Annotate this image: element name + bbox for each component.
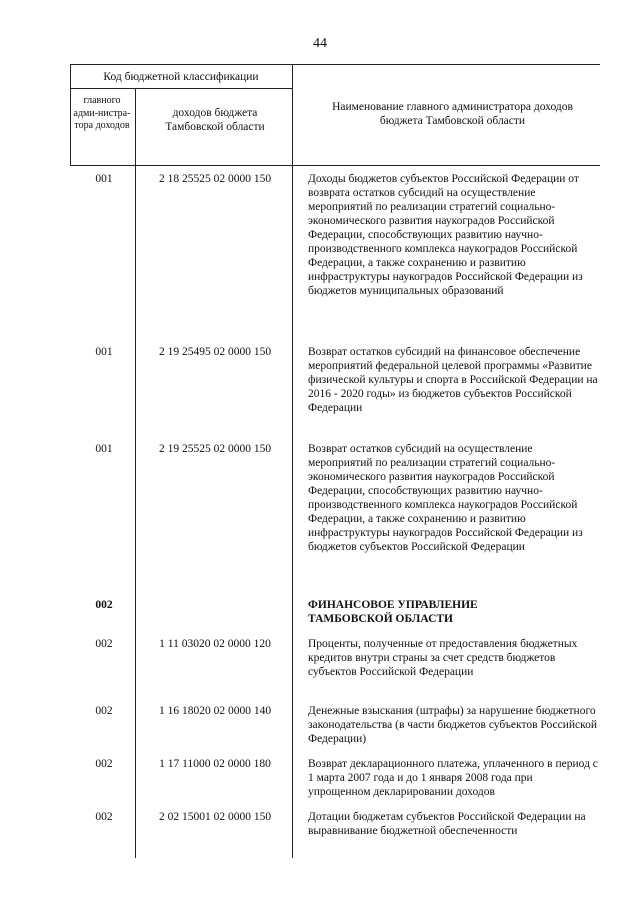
admin-code: 002	[95, 811, 113, 823]
name-column-header: Наименование главного администратора доходов бюджета Тамбовской области	[332, 101, 573, 127]
budget-code: 1 11 03020 02 0000 120	[159, 638, 271, 650]
budget-code: 1 16 18020 02 0000 140	[158, 705, 272, 717]
row-description: Возврат остатков субсидий на финансовое обеспечение мероприятий федеральной целевой программы «Развитие физической культуры и спорта в Российской Федерации на 2016 - 2020 годы» из бюджетов субъектов Российской Федерации	[308, 346, 598, 414]
table-top-border	[70, 64, 600, 65]
admin-code: 002	[95, 638, 113, 650]
row-description: Проценты, полученные от предоставления бюджетных кредитов внутри страны за счет средств бюджетов субъектов Российской Федерации	[308, 638, 578, 678]
budget-code: 2 19 25495 02 0000 150	[158, 346, 272, 358]
column-divider-admin	[135, 88, 136, 858]
budget-code: 2 02 15001 02 0000 150	[158, 811, 272, 823]
admin-code: 001	[95, 346, 113, 358]
admin-code: 001	[95, 443, 113, 455]
row-description: Дотации бюджетам субъектов Российской Федерации на выравнивание бюджетной обеспеченности	[308, 811, 586, 837]
budget-code: 2 18 25525 02 0000 150	[158, 173, 272, 185]
admin-code: 002	[95, 758, 113, 770]
income-column-header: доходов бюджета Тамбовской области	[165, 107, 265, 133]
admin-code: 002	[95, 705, 113, 717]
budget-class-header: Код бюджетной классификации	[103, 71, 259, 83]
row-description: Возврат остатков субсидий на осуществление мероприятий по реализации стратегий социально-экономического развития наукоградов Российской Федерации, способствующих развитию научно-производственного комплекса наукоградов Российской Федерации, а также сохранению и развитию инфраструктуры наукоградов Российской Федерации из бюджетов субъектов Российской Федерации	[308, 443, 583, 553]
row-description: Доходы бюджетов субъектов Российской Федерации от возврата остатков субсидий на осуществление мероприятий по реализации стратегий социально-экономического развития наукоградов Российской Федерации, способствующих развитию научно-производственного комплекса наукоградов Российской Федерации, а также сохранению и развитию инфраструктуры наукоградов Российской Федерации из бюджетов муниципальных образований	[308, 173, 583, 297]
header-bottom-border	[70, 165, 600, 166]
page-number: 44	[313, 36, 327, 51]
column-divider-code	[292, 64, 293, 858]
budget-code: 2 19 25525 02 0000 150	[158, 443, 272, 455]
row-description: Возврат декларационного платежа, уплаченного в период с 1 марта 2007 года и до 1 января 2008 года при упрощенном декларировании доходов	[308, 758, 598, 798]
section-heading: ФИНАНСОВОЕ УПРАВЛЕНИЕ ТАМБОВСКОЙ ОБЛАСТИ	[308, 599, 478, 625]
budget-code: 1 17 11000 02 0000 180	[159, 758, 271, 770]
admin-column-header: главного адми-нистра-тора доходов	[73, 95, 131, 131]
admin-code: 001	[95, 173, 113, 185]
admin-code: 002	[95, 599, 113, 611]
row-description: Денежные взыскания (штрафы) за нарушение бюджетного законодательства (в части бюджетов субъектов Российской Федерации)	[308, 705, 598, 745]
budget-class-underline	[70, 88, 292, 89]
